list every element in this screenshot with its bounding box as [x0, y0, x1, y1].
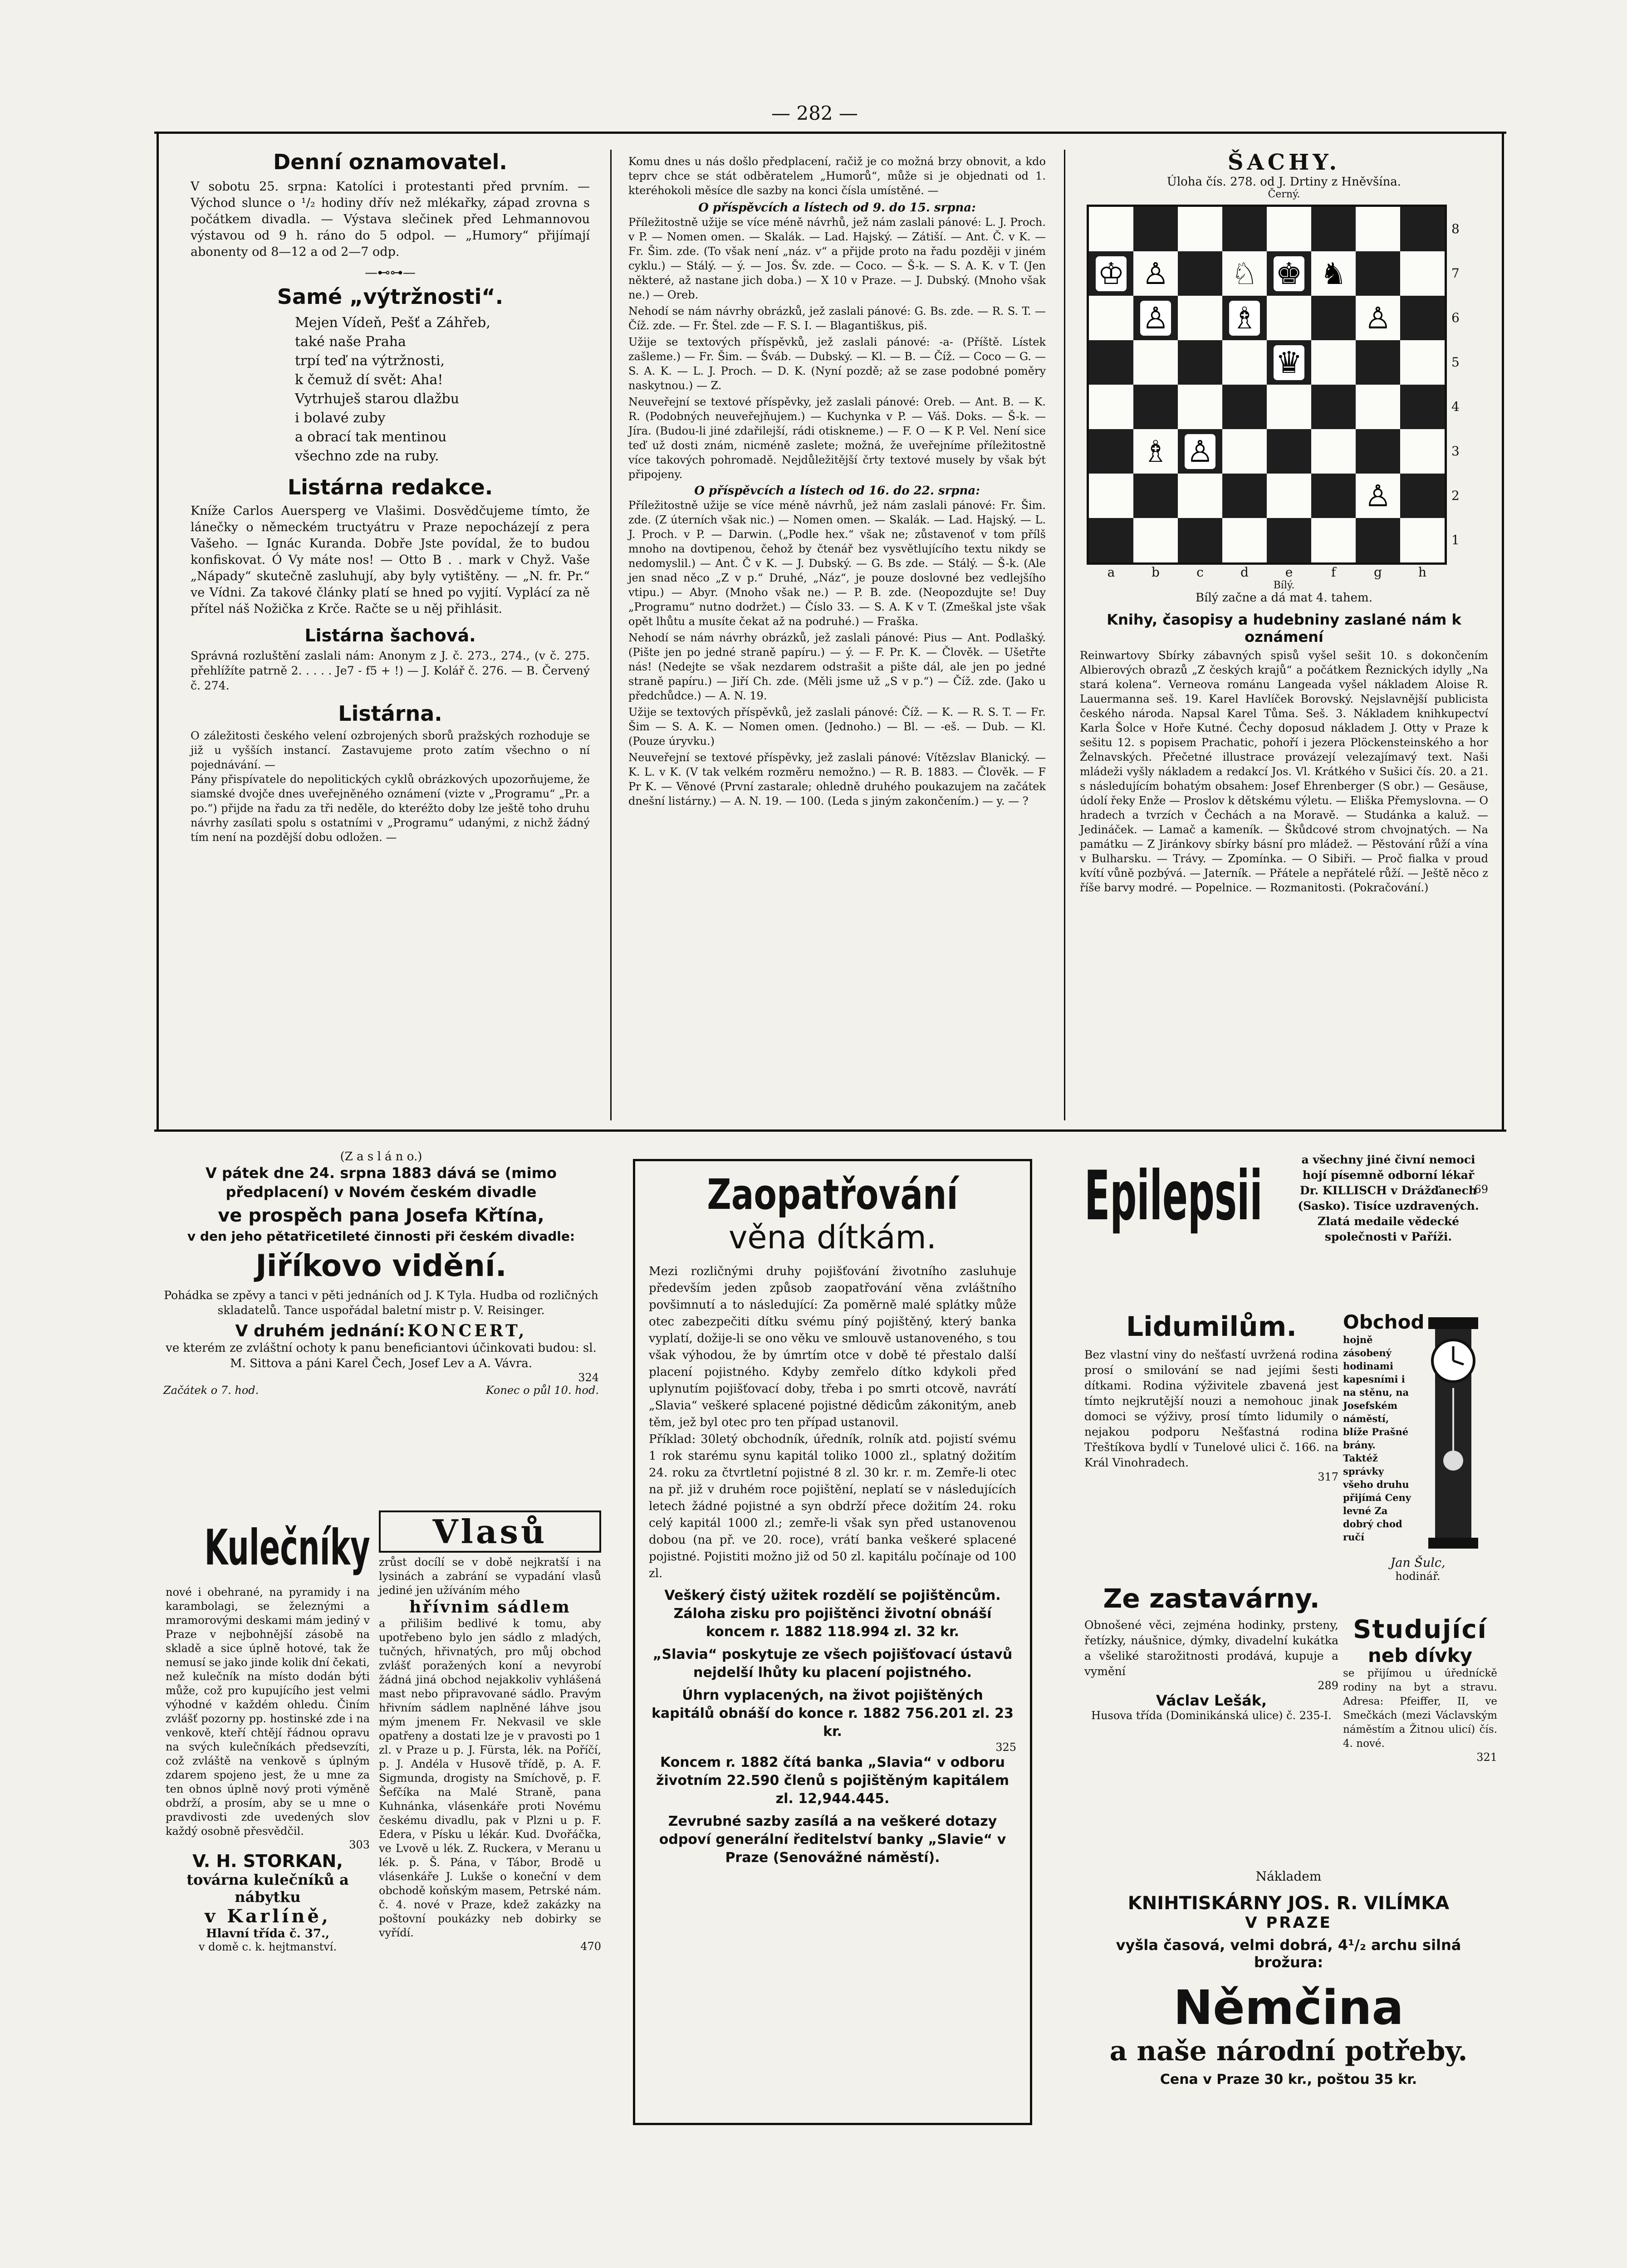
chess-problem: Úloha čís. 278. od J. Drtiny z Hněvšína. [1166, 175, 1402, 189]
rank-label: 1 [1451, 533, 1460, 547]
zaslano-desc: Pohádka se zpěvy a tanci v pěti jednáních od J. K Tyla. Hudba od rozličných skladatelů. Tance uspořádal baletní mistr p. V. Reisinger. [164, 1289, 598, 1317]
zaslano-start: Začátek o 7. hod. [163, 1384, 259, 1397]
lid-text: Bez vlastní viny do nešťastí uvržená rodina prosí o smilování se nad jejími šesti dítkami. Rodina výživitele zbavená jest tímto nejkrutější nouzi a nemohouc jinak domoci se výživy, prosí tímto lidumily o nejakou podporu Nešťastná rodina Třeštíkova bydlí v Tunelové ulici č. 166. na Král Vinohradech. [1084, 1348, 1338, 1469]
chess-square-e2 [1267, 474, 1311, 518]
chess-square-c8 [1178, 207, 1222, 251]
vlasu-text-2: a přilišim bedlivé k tomu, aby upotřebeno bylo jen sádlo z mladých, tučných, hřivnatých, pro můj obchod zvlášť poražených koní a nevyrobí žádná jiná obchod nejakkoliv vyhlášená mast nebo připravované sádlo. Pravým hřivním sádlem naplněné láhve jsou mým jmenem Fr. Nekvasil ve skle opatřeny a dostati lze je v pravosti po 1 zl. v Praze u p. J. Fürsta, lék. na Poříčí, p. J. Andéla v Husově třídě, p. A. F. Sigmunda, drogisty na Smíchově, p. F. Šefčíka na Malé Straně, pana Kuhnánka, vlásenkáře proti Novému českému divadlu, pak v Plzni u p. F. Edera, v Písku u lékár. Kud. Dvořáčka, ve Lvově u lék. Z. Ruckera, v Meranu u lék. p. Š. Pána, v Tábor, Brodě u vlásenkáře J. Lukše o koneční v dem obchodě koňským masem, Petrské nám. č. 4. nové v Praze, kdež zakázky na poštovní poukázky neb dobirky se vyřídí. [379, 1617, 601, 1939]
listarna-redakce-title: Listárna redakce. [287, 475, 493, 499]
chess-square-h7 [1400, 251, 1445, 296]
chess-piece-a7: ♔ [1096, 256, 1126, 291]
chess-square-h1 [1400, 518, 1445, 562]
books-text: Reinwartovy Sbírky zábavných spisů vyšel sešit 10. s dokončením Albierových obrazů „Z českých krajů“ a počátkem Řeznických idylly „Na stará kolena“. Verneova románu Langeada vyšel nákladem Aloise R. Lauermanna seš. 19. Karel Havlíček Borovský. Nejslavnější publicista českého národa. Napsal Karel Tůma. Seš. 3. Nákladem knihkupectví Karla Šolce v Hoře Kutné. Čechy doposud nákladem J. Otty v Praze k sešitu 12. s popisem Prachatic, pohoří i jezera Plöckensteinského a hor Želnavských. Přečetné illustrace provázejí velezajímavý text. Naši mládeži vyšly nákladem a redakcí Jos. Vl. Krátkého v Sušici čís. 20. a 21. s následujícím bohatým obsahem: Josef Ehrenberger (S obr.) — Gesäuse, údolí řeky Enže — Proslov k dětskému výletu. — Eliška Přemyslovna. — O hradech a tvrzích v Čechách a na Moravě. — Studánka a kaluž. — Jedináček. — Lamač a kameník. — Škůdcové strom chvojnatých. — Na památku — Z Jiránkovy sbírky básní pro mládež. — Pěstování růží a vína v Bulharsku. — Trávy. — Zpomínka. — O Sibiři. — Proč fialka v proud kvítí vůně pozbývá. — Jaterník. — Přátele a nepřátelé růží. — Ještě něco z říše barvy modré. — Popelnice. — Rozmanitosti. (Pokračování.) [1080, 649, 1488, 894]
chess-square-e8 [1267, 207, 1311, 251]
chess-square-h3 [1400, 429, 1445, 474]
chess-piece-d6: ♗ [1229, 301, 1259, 336]
obch-name: Jan Šulc, [1390, 1556, 1446, 1570]
kulecniky-ad [166, 1510, 370, 1953]
poem-line: k čemuž dí svět: Aha! [295, 372, 443, 388]
listarna-sachova-text: Správná rozluštění zaslali nám: Anonym z J. č. 273., 274., (v č. 275. přehlížíte patrně 2. . . . . Je7 - f5 + !) — J. Kolář č. 276. — B. Červený č. 274. [191, 649, 590, 692]
obchod-ad [1343, 1311, 1493, 1583]
chess-black-label: Černý. [1268, 189, 1300, 200]
zaslano-num: 324 [578, 1371, 599, 1384]
denni-title: Denní oznamovatel. [273, 150, 507, 174]
frame-right-rule [1502, 132, 1504, 1132]
zaop-text-5: Koncem r. 1882 čítá banka „Slavia“ v odboru životním 22.590 členů s pojištěným kapitálem zl. 12,944.445. [656, 1755, 1009, 1807]
chess-square-a1 [1089, 518, 1133, 562]
chess-board [1087, 205, 1447, 565]
chess-square-d5 [1222, 340, 1267, 385]
zaop-text-3: „Slavia“ poskytuje ze všech pojišťovací ústavů nejdelší lhůty ku placení pojistného. [652, 1647, 1013, 1681]
nakl-title-2: a naše národní potřeby. [1109, 2035, 1468, 2067]
obch-text: hojně zásobený hodinami kapesními i na stěnu, na Josefském náměstí, blíže Prašné brány. Taktéž správky všeho druhu přijímá Ceny levné Za dobrý chod ručí [1343, 1334, 1411, 1543]
column-3 [1080, 150, 1488, 895]
zaslano-koncert: KONCERT, [407, 1321, 527, 1340]
col2-text-4: Neuveřejní se textové příspěvky, jež zaslali pánové: Oreb. — Ant. B. — K. R. (Podobných neuveřejňujem.) — Kuchynka v P. — Váš. Doks. — Š-k. — Jíra. (Budou-li jiné zdařilejší, rádi otiskneme.) — F. O — K P. Vel. Není sice teď už dosti znám, nicméně zaslete; možná, že uveřejníme příležitostně více takových pohromadě. Nejdůležitější črty textové musely by však být připojeny. [628, 396, 1046, 481]
chess-square-e5 [1267, 340, 1311, 385]
ornament: —⊷⊶— [365, 265, 416, 280]
chess-square-a5 [1089, 340, 1133, 385]
chess-piece-g2: ♙ [1364, 478, 1392, 513]
chess-square-f4 [1311, 385, 1356, 429]
kulecniky-text: nové i obehrané, na pyramidy i na karambolagi, se železnými a mramorovými deskami mám jediný v Praze v nejbohnější zásobě na skladě a sice úplně hotové, tak že nemusí se jako jinde kolik dní čekati, než kulečník na místo dodán býti může, což pro kupujícího jest velmi výhodné v každém ohledu. Činím zvlášť pozorny pp. hostinské zde i na venkově, kteří chtějí řádnou opravu na svých kulečníkách předsevzíti, což zvláště na venkově s úplným zdarem spojeno jest, že u mne za ten obnos úplně nový proti výměně obdrží, a prosím, aby se u mne o pravdivosti zde uvedených slov každý osobně přesvědčil. [166, 1586, 370, 1838]
chess-square-b2 [1133, 474, 1178, 518]
chess-square-e3 [1267, 429, 1311, 474]
listarna-text-2: Pány přispívatele do nepolitických cyklů obrázkových upozorňujeme, že siamské dvojče dnes uveřejněného oznámení (vizte v „Programu“ „Pr. a po.“) přijde na řadu za tři neděle, do kteréžto doby lze ještě toho druhu návrhy zasílati spolu s ostatními v „Programu“ udanými, z nichž žádný tím není na pozdější dobu odložen. — [191, 773, 590, 844]
chess-piece-b3: ♗ [1142, 434, 1169, 469]
column-divider-2 [1064, 150, 1065, 1120]
file-label: e [1285, 565, 1293, 580]
kulecniky-city: v Karlíně, [205, 1906, 331, 1927]
col2-heading-1: O příspěvcích a lístech od 9. do 15. srpna: [698, 201, 976, 215]
nakl-city: V PRAZE [1245, 1914, 1332, 1932]
chess-square-d1 [1222, 518, 1267, 562]
chess-square-a2 [1089, 474, 1133, 518]
chess-piece-f7: ♞ [1320, 256, 1347, 291]
zaop-text-2: Veškerý čistý užitek rozdělí se pojištěncům. Záloha zisku pro pojištěnci životní obnáší koncem r. 1882 118.994 zl. 32 kr. [664, 1588, 1001, 1640]
nakl-firm: KNIHTISKÁRNY JOS. R. VILÍMKA [1127, 1893, 1450, 1914]
chess-square-d8 [1222, 207, 1267, 251]
poem-line: všechno zde na ruby. [295, 448, 439, 464]
chess-square-g4 [1356, 385, 1400, 429]
chess-piece-c3: ♙ [1185, 434, 1215, 469]
chess-square-f2 [1311, 474, 1356, 518]
col2-text-6: Nehodí se nám návrhy obrázků, jež zaslali pánové: Pius — Ant. Podlašký. (Pište jen po jedné straně papíru.) — ý. — F. Pr. K. — Člověk. — Ušetřte nás! (Nedejte se však nezdarem odstrašit a pište dál, ale jen po jedné straně papíru.) — Jiří Ch. zde. (Měli jsme už „S v p.“) — Číž. zde. (Jako u předchůdce.) — A. N. 19. [628, 631, 1046, 702]
kulecniky-addr-2: v domě c. k. hejtmanství. [198, 1941, 337, 1953]
stud-title: Studující [1353, 1615, 1487, 1644]
poem-line: i bolavé zuby [295, 410, 386, 426]
frame-bottom-rule [154, 1129, 1506, 1132]
zaop-title: Zaopatřování [707, 1170, 958, 1219]
chess-square-a6 [1089, 296, 1133, 340]
poem-line: Vytrhuješ starou dlažbu [295, 391, 460, 407]
zaslano-line-2: ve prospěch pana Josefa Křtína, [218, 1205, 544, 1226]
lid-num: 317 [1318, 1471, 1338, 1483]
chess-square-h4 [1400, 385, 1445, 429]
rank-label: 7 [1451, 266, 1460, 281]
file-label: d [1240, 565, 1249, 580]
listarna-sachova-title: Listárna šachová. [304, 626, 476, 645]
zaslano-end: Konec o půl 10. hod. [485, 1384, 599, 1397]
chess-square-a8 [1089, 207, 1133, 251]
epil-num: 69 [1474, 1183, 1488, 1196]
zast-text: Obnošené věci, zejména hodinky, prsteny, řetízky, náušnice, dýmky, divadelní kukátka a všeliké starožitnosti prodává, kupuje a vymění [1084, 1618, 1338, 1678]
rank-label: 4 [1451, 399, 1460, 414]
kulecniky-title: Kulečníky [204, 1520, 370, 1576]
chess-piece-b6: ♙ [1140, 301, 1171, 336]
chess-square-h2 [1400, 474, 1445, 518]
zaop-title-2: věna dítkám. [729, 1219, 936, 1256]
column-2 [628, 154, 1046, 808]
poem-line: také naše Praha [295, 334, 406, 350]
stud-text: se přijímou u úředníckě rodiny na byt a stravu. Adresa: Pfeiffer, II, ve Smečkách (mezi Václavským náměstím a Žitnou ulicí) čís. 4. nové. [1343, 1667, 1497, 1750]
page-number: — 282 — [771, 102, 858, 124]
zaop-example: Příklad: 30letý obchodník, úředník, rolník atd. pojistí svému 1 rok starému synu kapitál toliko 1000 zl., splatný dožitím 24. roku za čtvrtletní pojistné 8 zl. 30 kr. r. m. Zemře-li otec na př. již v druhém roce pojištění, neplatí se v následujících letech žádné pojistné a syn obdrží přece dožitím 24. roku celý kapitál 1000 zl.; zemře-li však syn před ustanovenou dobou (na př. ve 20. roce), vrátí banka veškeré splacené pojistné. Pojistiti možno již od 50 zl. kapitálu počínaje od 100 zl. [649, 1432, 1016, 1580]
chess-square-d2 [1222, 474, 1267, 518]
col2-intro: Komu dnes u nás došlo předplacení, račiž je co možná brzy obnovit, a kdo teprv chce se stát odběratelem „Humorů“, může si je objednati od 1. kteréhokoli měsíce dle sazby na konci čísla umístěné. — [628, 155, 1046, 197]
rank-label: 6 [1451, 310, 1460, 325]
poem [295, 313, 590, 466]
file-label: b [1152, 565, 1160, 580]
file-label: a [1107, 565, 1115, 580]
chess-piece-e5: ♛ [1274, 345, 1304, 380]
column-1 [191, 150, 590, 845]
nakl-head: Nákladem [1255, 1869, 1322, 1884]
zastavarna-ad [1084, 1583, 1338, 1722]
chess-square-a3 [1089, 429, 1133, 474]
chess-square-g5 [1356, 340, 1400, 385]
zast-num: 289 [1318, 1679, 1338, 1692]
zast-name: Václav Lešák, [1156, 1692, 1267, 1709]
listarna-text-1: O záležitosti českého velení ozbrojených sborů pražských rozhoduje se již u vyšších instancí. Zastavujeme proto zatím všechno o ní pojednávání. — [191, 729, 590, 771]
chess-square-g6 [1356, 296, 1400, 340]
chess-square-b8 [1133, 207, 1178, 251]
rank-label: 5 [1451, 355, 1460, 370]
chess-square-c2 [1178, 474, 1222, 518]
vlasu-num: 470 [580, 1940, 601, 1953]
chess-square-d6 [1222, 296, 1267, 340]
chess-square-f5 [1311, 340, 1356, 385]
chess-square-b6 [1133, 296, 1178, 340]
zaop-text-4: Úhrn vyplacených, na život pojištěných kapitálů obnáší do konce r. 1882 756.201 zl. 23 kr. [652, 1687, 1014, 1740]
chess-piece-d7: ♘ [1231, 256, 1258, 291]
zaslano-line-1: V pátek dne 24. srpna 1883 dává se (mimo předplacení) v Novém českém divadle [206, 1164, 557, 1201]
rank-label: 8 [1451, 221, 1460, 236]
chess-square-g1 [1356, 518, 1400, 562]
poem-line: trpí teď na výtržnosti, [295, 353, 445, 369]
chess-square-g7 [1356, 251, 1400, 296]
zast-title: Ze zastavárny. [1103, 1583, 1320, 1614]
col2-heading-2: O příspěvcích a lístech od 16. do 22. srpna: [694, 484, 980, 498]
chess-square-b5 [1133, 340, 1178, 385]
chess-square-h8 [1400, 207, 1445, 251]
rank-label: 3 [1451, 444, 1460, 459]
stud-sub: neb dívky [1367, 1644, 1473, 1667]
file-label: g [1374, 565, 1382, 580]
chess-square-f8 [1311, 207, 1356, 251]
chess-square-b7 [1133, 251, 1178, 296]
nakl-title: Němčina [1173, 1980, 1404, 2035]
chess-square-f1 [1311, 518, 1356, 562]
vlasu-title-box [379, 1510, 601, 1553]
zaopatrovani-ad [633, 1159, 1032, 2125]
poem-line: Mejen Vídeň, Pešť a Záhřeb, [295, 315, 490, 331]
books-title: Knihy, časopisy a hudebniny zaslané nám k oznámení [1107, 611, 1461, 645]
col2-text-7: Užije se textových příspěvků, jež zaslali pánové: Číž. — K. — R. S. T. — Fr. Šim — S. A. K. — Nomen omen. (Jednoho.) — Bl. — -eš. — Dub. — Kl. (Pouze úryvku.) [628, 706, 1046, 748]
lidumilum-ad [1084, 1311, 1338, 1483]
epil-title: Epilepsii [1084, 1157, 1263, 1236]
same-title: Samé „výtržnosti“. [277, 284, 504, 309]
kulecniky-addr: Hlavní třída č. 37., [206, 1927, 330, 1941]
chess-square-g8 [1356, 207, 1400, 251]
col2-text-3: Užije se textových příspěvků, jež zaslali pánové: -a- (Příště. Lístek zašleme.) — Fr. Šim. — Šváb. — Dubský. — Kl. — B. — Číž. — Coco — G. — S. A. K. — L. J. Proch. — D. K. (Nyní pozdě; až se zase podobné poměry naskytnou.) — Z. [628, 336, 1046, 392]
chess-square-b1 [1133, 518, 1178, 562]
file-label: c [1196, 565, 1204, 580]
listarna-title: Listárna. [338, 701, 442, 726]
col2-text-2: Nehodí se nám návrhy obrázků, jež zaslali pánové: G. Bs. zde. — R. S. T. — Číž. zde. — Fr. Štel. zde — F. S. I. — Blagantiškus, piš. [628, 305, 1046, 332]
listarna-redakce-text: Kníže Carlos Auersperg ve Vlašimi. Dosvědčujeme tímto, že lánečky o německém tructyátru v Praze nepocházejí z pera Vašeho. — Ignác Kuranda. Dobře Jste povídal, že to budou konfiskovat. Ó Vy máte nos! — Otto B . . mark v Chyž. Vaše „Nápady“ skutečně zasluhují, aby byly vytištěny. — „N. fr. Pr.“ ve Vídni. Za takové články platí se hned po vyjití. Vyplácí za ně přítel náš Nožička z Krče. Račte se u něj přihlásit. [191, 504, 590, 616]
col2-text-1: Příležitostně užije se více méně návrhů, jež nám zaslali pánové: L. J. Proch. v P. — Nomen omen. — Skalák. — Lad. Hajský. — Zátiší. — Ant. Č. v K. — Fr. Šim. zde. (To však není „náz. v“ a přijde proto na řadu později v jiném cyklu.) — Stálý. — ý. — Jos. Šv. zde. — Coco. — Š-k. — S. A. K. v T. (Jen některé, až nastane jich doba.) — X 10 v Praze. — J. Dubský. (Mnoho však ne.) — Oreb. [628, 216, 1046, 301]
zaslano-title: Jiříkovo vidění. [255, 1248, 507, 1283]
denni-text: V sobotu 25. srpna: Katolíci i protestanti před prvním. — Východ slunce o ¹/₂ hodiny dřív než mlékařky, západ zrovna s počátkem divadla. — Výstava slečinek před Lehmannovou výstavou od 9 h. ráno do 5 odpol. — „Humory“ přijímají abonenty od 8—12 a od 2—7 odp. [191, 180, 590, 259]
file-label: h [1418, 565, 1427, 580]
clock-icon [1415, 1311, 1492, 1556]
chess-square-f3 [1311, 429, 1356, 474]
chess-square-d3 [1222, 429, 1267, 474]
poem-line: a obrací tak mentinou [295, 429, 447, 445]
chess-piece-e7: ♚ [1274, 256, 1304, 291]
zaop-text-1: Mezi rozličnými druhy pojišťování životního zasluhuje především jeden způsob zaopatřování věna zvláštního povšimnutí a to následující: Za poměrně malé splátky může otec zabezpečiti dítku svému píný pojištěný, který banka vyplatí, dožije-li se ono věku ve smlouvě ustanoveného, s tou však výhodou, že by úmrtím otce v době té přestalo další placení pojistného. Kdyby zemřelo dítko kdykoli před uplynutím pojišťovací doby, třeba i po smrti otcově, navrátí „Slavia“ veškeré splacené pojistné dědicům zákonitým, aneb těm, jež byl otec pro ten případ ustanovil. [649, 1265, 1016, 1429]
chess-square-c7 [1178, 251, 1222, 296]
zaslano-more: ve kterém ze zvláštní ochoty k panu beneficiantovi účinkovati budou: sl. M. Sittova a páni Karel Čech, Josef Lev a A. Vávra. [166, 1341, 597, 1370]
chess-square-h6 [1400, 296, 1445, 340]
nakl-price: Cena v Praze 30 kr., poštou 35 kr. [1160, 2072, 1417, 2087]
chess-square-e1 [1267, 518, 1311, 562]
chess-square-f6 [1311, 296, 1356, 340]
epil-text: a všechny jiné čivní nemoci hojí písemně odborní lékař Dr. KILLISCH v Drážďanech (Sasko). Tisíce uzdravených. Zlatá medaile vědecké společnosti v Paříži. [1298, 1153, 1479, 1243]
zaslano-ad [163, 1150, 599, 1397]
chess-square-e6 [1267, 296, 1311, 340]
kulecniky-sub: továrna kulečníků a nábytku [186, 1871, 349, 1906]
chess-piece-b7: ♙ [1142, 256, 1169, 291]
chess-square-c1 [1178, 518, 1222, 562]
studujici-ad [1343, 1615, 1497, 1764]
chess-square-a7 [1089, 251, 1133, 296]
chess-square-a4 [1089, 385, 1133, 429]
chess-square-b3 [1133, 429, 1178, 474]
vlasu-text-1: zrůst docílí se v době nejkratší i na lysinách a zabrání se vypadání vlasů jediné jen užíváním mého [379, 1556, 601, 1597]
file-label: f [1331, 565, 1336, 580]
zaslano-second: V druhém jednání: [235, 1322, 405, 1340]
chess-square-h5 [1400, 340, 1445, 385]
col2-text-5: Příležitostně užije se více méně návrhů, jež nám zaslali pánové: Fr. Šim. zde. (Z úterních však nic.) — Nomen omen. — Skalák. — Lad. Hajský. — L. J. Proch. v P. — Darwin. („Podle hex.“ však ne; zůstavenoť v tom přílš mnoho na dovtipenou, čehož by čtenář bez vysvětlujícího textu nikdy se nedomyslil.) — Ant. Č v K. — J. Dubský. — G. Bs zde. — Stálý. — Š-k. (Ale jen snad něco „Z v p.“ Druhé, „Náz“, je pouze doslovné bez vedlejšího vtipu.) — Abyr. (Mnoho však ne.) — P. B. zde. (Neopozdujte se! Duy „Programu“ nutno dodržet.) — Číslo 33. — S. A. K v T. (Zmeškal jste však opět lhůtu a musíte čekat až na podruhé.) — Fraška. [628, 499, 1046, 628]
frame-left-rule [157, 132, 159, 1132]
chess-square-g2 [1356, 474, 1400, 518]
vlasu-ad [379, 1510, 601, 1953]
nakl-text: vyšla časová, velmi dobrá, 4¹/₂ archu silná brožura: [1116, 1936, 1461, 1971]
chess-square-e4 [1267, 385, 1311, 429]
zaslano-line-3: v den jeho pětatřicetileté činnosti při českém divadle: [187, 1229, 575, 1244]
chess-files [1089, 565, 1488, 580]
col2-text-8: Neuveřejní se textové příspěvky, jež zaslali pánové: Vítězslav Blanický. — K. L. v K. (V tak velkém rozměru nemožno.) — R. B. 1883. — Člověk. — F Pr K. — Věnové (První zastarale; ohledně druhého poukazujem na začátek dnešní listárny.) — A. N. 19. — 100. (Leda s jiným zakončením.) — y. — ? [628, 751, 1046, 807]
chess-piece-g6: ♙ [1364, 300, 1392, 336]
vlasu-title: Vlasů [432, 1512, 548, 1551]
lid-title: Lidumilům. [1126, 1311, 1297, 1343]
chess-square-b4 [1133, 385, 1178, 429]
zast-addr: Husova třída (Dominikánská ulice) č. 235-I. [1091, 1709, 1332, 1722]
obch-title: Obchod [1343, 1311, 1425, 1333]
epilepsii-ad [1084, 1152, 1493, 1288]
chess-white-label: Bílý. [1273, 580, 1295, 591]
chess-square-c6 [1178, 296, 1222, 340]
chess-solution: Bílý začne a dá mat 4. tahem. [1196, 591, 1372, 605]
kulecniky-num: 303 [349, 1838, 370, 1851]
chess-square-e7 [1267, 251, 1311, 296]
chess-square-d4 [1222, 385, 1267, 429]
stud-num: 321 [1476, 1751, 1497, 1764]
chess-square-c4 [1178, 385, 1222, 429]
chess-title: ŠACHY. [1227, 150, 1341, 175]
chess-square-g3 [1356, 429, 1400, 474]
rank-label: 2 [1451, 488, 1460, 503]
zaslano-head: (Z a s l á n o.) [340, 1150, 422, 1163]
obch-role: hodinář. [1395, 1570, 1441, 1583]
chess-square-d7 [1222, 251, 1267, 296]
column-divider-1 [610, 150, 612, 1120]
nakladem-ad [1084, 1869, 1493, 2087]
zaop-text-6: Zevrubné sazby zasílá a na veškeré dotazy odpoví generální ředitelství banky „Slavie“ v Praze (Senovážné náměstí). [659, 1813, 1006, 1866]
chess-square-c3 [1178, 429, 1222, 474]
frame-top-rule [154, 132, 1506, 134]
chess-square-f7 [1311, 251, 1356, 296]
vlasu-special: hřívnim sádlem [409, 1598, 571, 1617]
chess-ranks [1451, 207, 1460, 565]
zaop-num: 325 [995, 1741, 1016, 1754]
kulecniky-name: V. H. STORKAN, [192, 1851, 343, 1871]
chess-square-c5 [1178, 340, 1222, 385]
